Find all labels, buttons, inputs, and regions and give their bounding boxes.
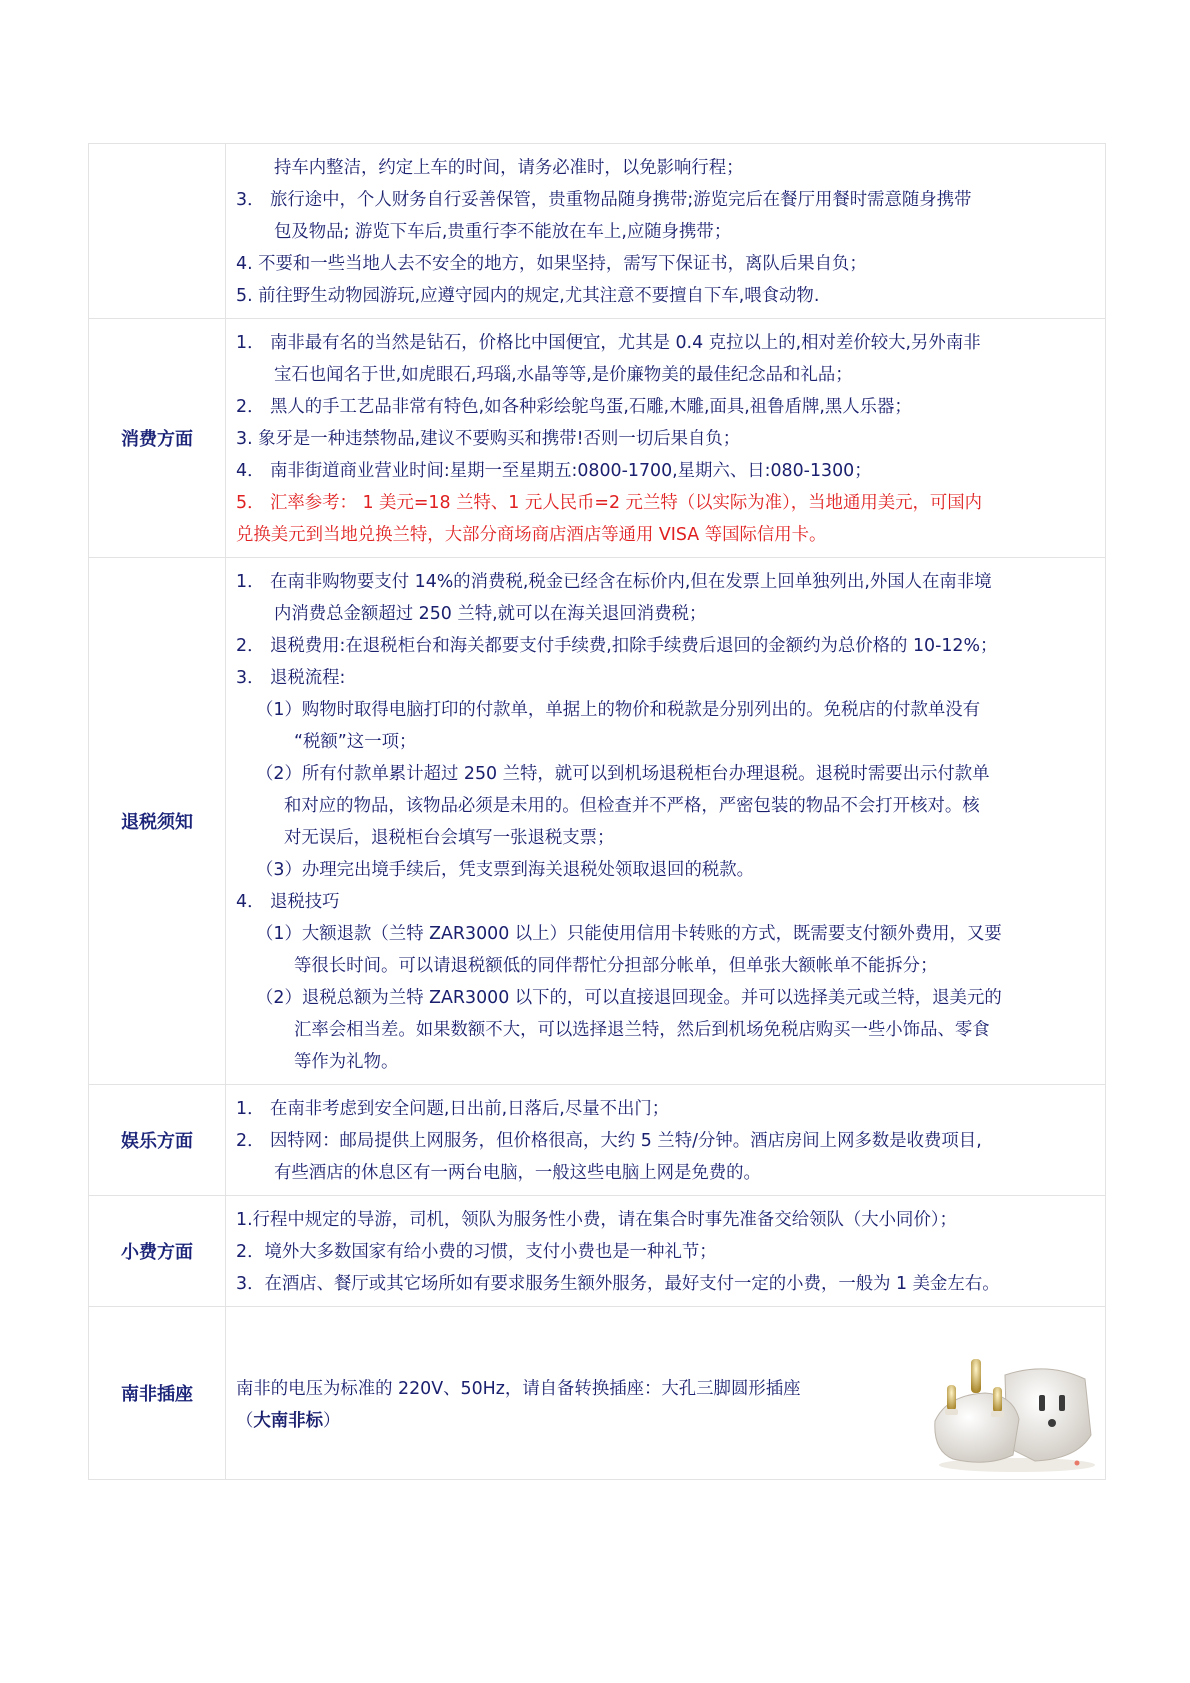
text-line: （2）所有付款单累计超过 250 兰特，就可以到机场退税柜台办理退税。退税时需要出示付款单 xyxy=(256,764,990,784)
paren-close: ） xyxy=(322,1411,341,1431)
section-label: 娱乐方面 xyxy=(89,1085,226,1196)
text-line: 3．在酒店、餐厅或其它场所如有要求服务生额外服务，最好支付一定的小费，一般为 1 美金左右。 xyxy=(236,1274,1000,1294)
text-line: “税额”这一项； xyxy=(294,732,417,752)
text-line: 1． 南非最有名的当然是钻石，价格比中国便宜，尤其是 0.4 克拉以上的,相对差价较大,另外南非 xyxy=(236,333,981,353)
section-label: 消费方面 xyxy=(89,319,226,558)
text-line: 1． 在南非考虑到安全问题,日出前,日落后,尽量不出门； xyxy=(236,1099,670,1119)
text-line: 汇率会相当差。如果数额不大，可以选择退兰特，然后到机场免税店购买一些小饰品、零食 xyxy=(294,1020,990,1040)
text-line: 3． 退税流程: xyxy=(236,668,346,688)
plug-adapter-image xyxy=(927,1355,1097,1473)
text-line: 和对应的物品，该物品必须是未用的。但检查并不严格，严密包装的物品不会打开核对。核 xyxy=(284,796,980,816)
text-line: （2）退税总额为兰特 ZAR3000 以下的，可以直接退回现金。并可以选择美元或兰特，退美元的 xyxy=(256,988,1002,1008)
text-line: 有些酒店的休息区有一两台电脑，一般这些电脑上网是免费的。 xyxy=(274,1163,761,1183)
section-label: 退税须知 xyxy=(89,558,226,1085)
text-line: 3． 旅行途中，个人财务自行妥善保管，贵重物品随身携带;游览完后在餐厅用餐时需意随身携带 xyxy=(236,190,972,210)
text-line: 4． 退税技巧 xyxy=(236,892,340,912)
plug-content xyxy=(226,1307,1106,1480)
section-label: 南非插座 xyxy=(89,1307,226,1480)
plug-standard-name: 大南非标 xyxy=(253,1411,323,1431)
text-line: 等作为礼物。 xyxy=(294,1052,399,1072)
text-line: 等很长时间。可以请退税额低的同伴帮忙分担部分帐单，但单张大额帐单不能拆分； xyxy=(294,956,938,976)
text-line: 内消费总金额超过 250 兰特,就可以在海关退回消费税； xyxy=(274,604,707,624)
section-row xyxy=(89,558,1106,1085)
plug-row xyxy=(89,1307,1106,1480)
section-content xyxy=(226,1085,1106,1196)
text-line: 兑换美元到当地兑换兰特，大部分商场商店酒店等通用 VISA 等国际信用卡。 xyxy=(236,525,827,545)
text-line: 2． 退税费用:在退税柜台和海关都要支付手续费,扣除手续费后退回的金额约为总价格的 10-12%； xyxy=(236,636,998,656)
text-line: 5. 前往野生动物园游玩,应遵守园内的规定,尤其注意不要擅自下车,喂食动物. xyxy=(236,286,820,306)
text-line: 1． 在南非购物要支付 14%的消费税,税金已经含在标价内,但在发票上回单独列出,外国人在南非境 xyxy=(236,572,992,592)
text-line: 3. 象牙是一种违禁物品,建议不要购买和携带!否则一切后果自负； xyxy=(236,429,741,449)
text-line: 对无误后，退税柜台会填写一张退税支票； xyxy=(284,828,615,848)
section-content xyxy=(226,558,1106,1085)
plug-standard xyxy=(236,1405,801,1437)
plug-text: 南非的电压为标准的 220V、50Hz，请自备转换插座：大孔三脚圆形插座 xyxy=(236,1379,801,1399)
text-line: 持车内整洁，约定上车的时间，请务必准时，以免影响行程； xyxy=(274,158,744,178)
text-line: （1）大额退款（兰特 ZAR3000 以上）只能使用信用卡转账的方式，既需要支付额外费用，又要 xyxy=(256,924,1002,944)
text-line: 2． 因特网：邮局提供上网服务，但价格很高，大约 5 兰特/分钟。酒店房间上网多数是收费项目, xyxy=(236,1131,982,1151)
text-line: 4． 南非街道商业营业时间:星期一至星期五:0800-1700,星期六、日:080-1300； xyxy=(236,461,872,481)
text-line: （3）办理完出境手续后，凭支票到海关退税处领取退回的税款。 xyxy=(256,860,755,880)
text-line: 5． 汇率参考： 1 美元=18 兰特、1 元人民币=2 元兰特（以实际为准），当地通用美元，可国内 xyxy=(236,493,983,513)
text-line: 2．境外大多数国家有给小费的习惯，支付小费也是一种礼节； xyxy=(236,1242,717,1262)
section-content xyxy=(226,144,1106,319)
section-label: 小费方面 xyxy=(89,1196,226,1307)
section-row xyxy=(89,319,1106,558)
text-line: （1）购物时取得电脑打印的付款单，单据上的物价和税款是分别列出的。免税店的付款单没有 xyxy=(256,700,981,720)
section-row xyxy=(89,144,1106,319)
text-line: 宝石也闻名于世,如虎眼石,玛瑙,水晶等等,是价廉物美的最佳纪念品和礼品； xyxy=(274,365,853,385)
text-line: 包及物品; 游览下车后,贵重行李不能放在车上,应随身携带； xyxy=(274,222,732,242)
section-row xyxy=(89,1196,1106,1307)
text-line: 2． 黑人的手工艺品非常有特色,如各种彩绘鸵鸟蛋,石雕,木雕,面具,祖鲁盾牌,黑人乐器； xyxy=(236,397,912,417)
section-content xyxy=(226,319,1106,558)
section-content xyxy=(226,1196,1106,1307)
text-line: 1.行程中规定的导游，司机，领队为服务性小费，请在集合时事先准备交给领队（大小同价）； xyxy=(236,1210,957,1230)
section-label xyxy=(89,144,226,319)
travel-info-table xyxy=(88,143,1106,1480)
section-row xyxy=(89,1085,1106,1196)
plug-text-block xyxy=(236,1373,801,1437)
paren-open: （ xyxy=(236,1411,254,1431)
text-line: 4. 不要和一些当地人去不安全的地方，如果坚持，需写下保证书，离队后果自负； xyxy=(236,254,867,274)
